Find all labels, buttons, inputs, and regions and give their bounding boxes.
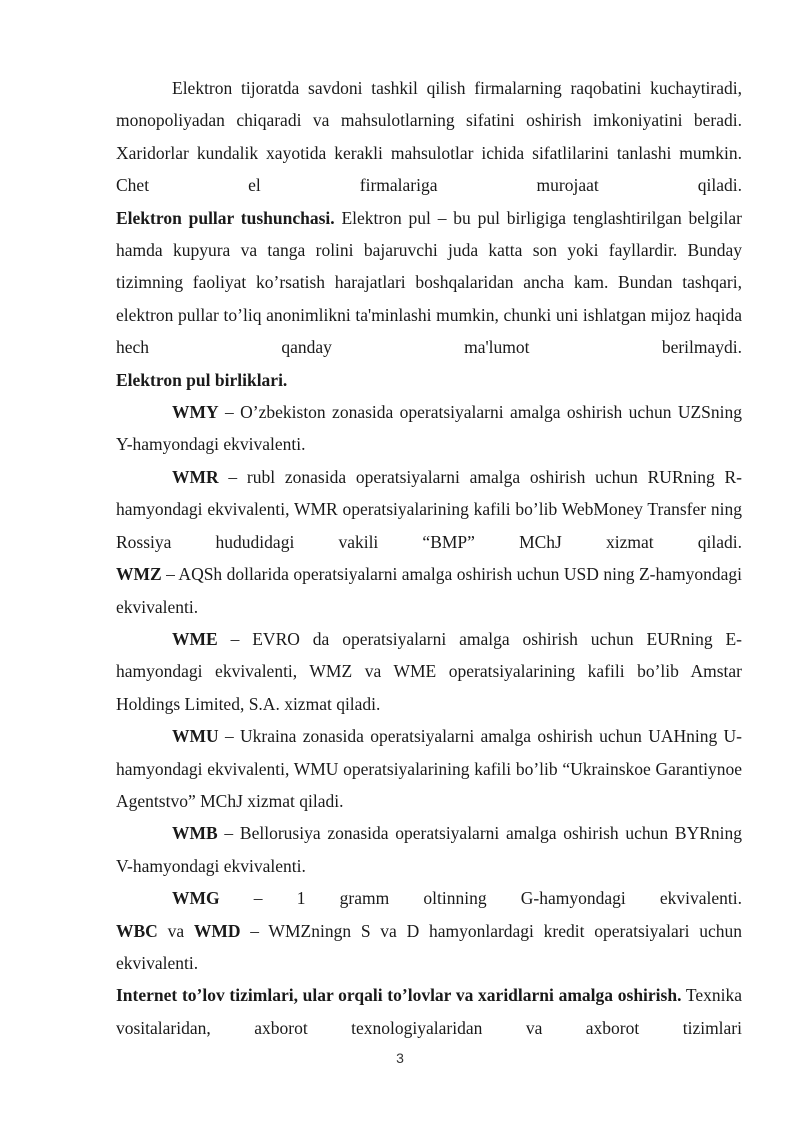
unit-description: – EVRO da operatsiyalarni amalga oshirish uchun EURning E-hamyondagi ekvivalenti, WMZ va WME operatsiyalarining kafili bo’lib Amstar Holdings Limited, S.A. xizmat qiladi. [116,628,742,714]
paragraph-internet-payments [116,979,742,1044]
unit-code: WME [172,628,218,649]
unit-description: – WMZningn S va D hamyonlardagi kredit operatsiyalari uchun ekvivalenti. [116,920,742,973]
unit-description: – rubl zonasida operatsiyalarni amalga oshirish uchun RURning R-hamyondagi ekvivalenti, WMR operatsiyalarining kafili bo’lib WebMoney Transfer ning Rossiya hududidagi vakili “BMP” MChJ xizmat qiladi. [116,466,742,552]
unit-code: WMY [172,402,219,423]
unit-code: WMG [172,888,220,909]
unit-wbc-wmd [116,915,742,980]
unit-wmy [116,396,742,461]
unit-wmb [116,817,742,882]
unit-wmr [116,461,742,558]
unit-code: WMB [172,823,218,844]
unit-wmz [116,558,742,623]
heading-money-units: Elektron pul birliklari. [116,369,288,390]
unit-description: – Ukraina zonasida operatsiyalarni amalga oshirish uchun UAHning U-hamyondagi ekvivalenti, WMU operatsiyalarining kafili bo’lib “Ukrainskoe Garantiynoe Agentstvo” MChJ xizmat qiladi. [116,726,742,811]
unit-code: WMD [193,920,241,941]
unit-wmg [116,882,742,914]
unit-conjunction: va [157,920,194,941]
heading-internet-payment-systems: Internet to’lov tizimlari, ular orqali to’lovlar va xaridlarni amalga oshirish. [116,985,682,1006]
paragraph-ecommerce-text: Elektron tijoratda savdoni tashkil qilish firmalarning raqobatini kuchaytiradi, monopoliyadan chiqaradi va mahsulotlarning sifatini oshirish imkoniyatini beradi. Xaridorlar kundalik xayotida kerakli mahsulotlar ichida sifatlilarini tanlashi mumkin. Chet el firmalariga murojaat qiladi. [116,78,742,196]
unit-description: – AQSh dollarida operatsiyalarni amalga oshirish uchun USD ning Z-hamyondagi ekvivalenti. [116,564,742,617]
unit-wmu [116,720,742,817]
internet-payments-text: Texnika vositalaridan, axborot texnologiyalaridan va axborot tizimlari [116,985,742,1038]
heading-electronic-money-concept: Elektron pullar tushunchasi. [116,207,335,228]
unit-description: – O’zbekiston zonasida operatsiyalarni amalga oshirish uchun UZSning Y-hamyondagi ekvivalenti. [116,402,742,455]
electronic-money-definition: Elektron pul – bu pul birligiga tenglashtirilgan belgilar hamda kupyura va tanga rolini bajaruvchi juda katta son yoki fayllardir. Bunday tizimning faoliyat ko’rsatish harajatlari boshqalaridan ancha kam. Bundan tashqari, elektron pullar to’liq anonimlikni ta'minlashi mumkin, chunki uni ishlatgan mijoz haqida hech qanday ma'lumot berilmaydi. [116,207,742,358]
unit-wme [116,623,742,720]
page-number: 3 [396,1050,404,1066]
unit-code: WMZ [116,564,162,585]
unit-description: – 1 gramm oltinning G-hamyondagi ekvivalenti. [219,888,742,909]
unit-code: WBC [116,920,158,941]
paragraph-ecommerce [116,72,742,202]
unit-code: WMR [172,466,219,487]
unit-description: – Bellorusiya zonasida operatsiyalarni amalga oshirish uchun BYRning V-hamyondagi ekvivalenti. [116,823,742,876]
unit-code: WMU [172,726,219,747]
paragraph-electronic-money [116,202,742,364]
body-text [116,72,742,1044]
